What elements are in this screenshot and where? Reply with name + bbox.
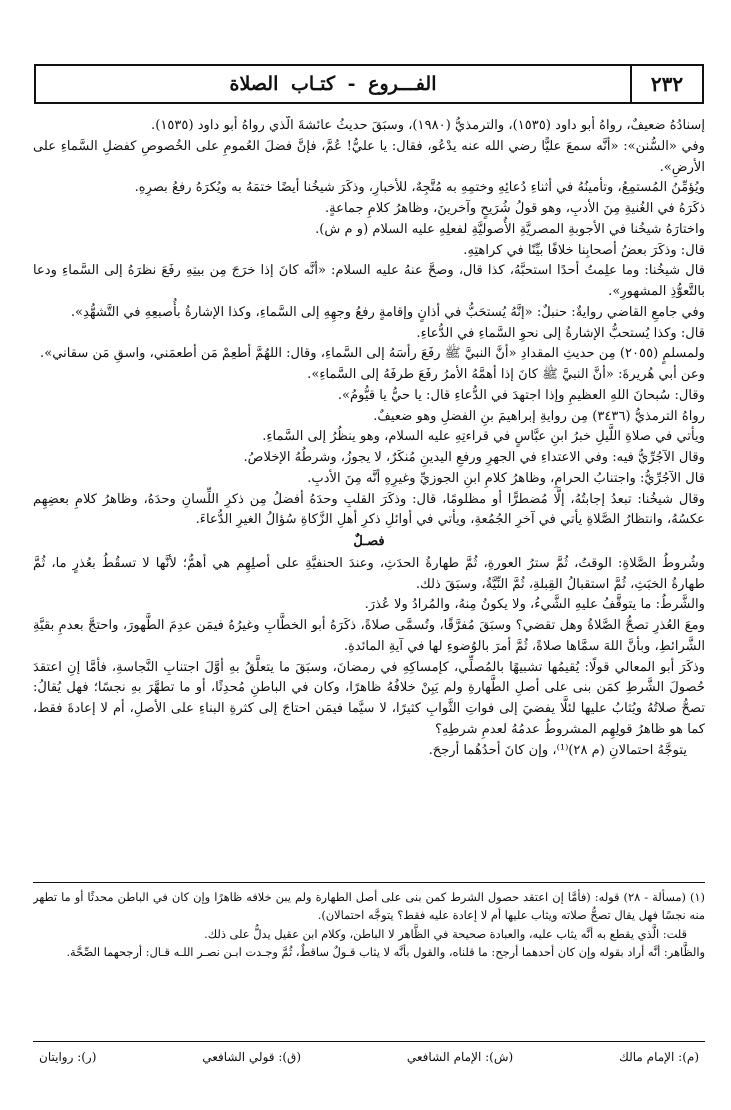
paragraph: ولمسلمٍ (٢٠٥٥) مِن حديثِ المقدادِ «أنَّ النبيَّ ﷺ رفَعَ رأسَهُ إلى السَّماءِ، وقال: اللهُمَّ أطعِمْ مَن أطعمَني، واسقِ مَن سقاني». xyxy=(40,346,705,362)
abbreviation-legend xyxy=(33,1046,705,1068)
page-number: ٢٣٢ xyxy=(630,66,702,102)
footnote-paragraph: (١) (مسألة - ٢٨) قوله: (فأمَّا إن اعتقد حصول الشرط كمن بنى على أصل الطهارة ولم يبن خلافه ظاهرًا وإن كان في الباطن محدثًا أو ما تطهر منه نجسًا فهل يقال تصحُّ صلاته ويثاب عليها أم لا إعادة عليه فقط؟ يتوجَّه احتمالان). xyxy=(33,890,705,923)
paragraph: وعن أبي هُريرةَ: «أنَّ النبيَّ ﷺ كانَ إذا أهمَّهُ الأمرُ رفَعَ طرفَهُ إلى السَّماءِ». xyxy=(307,367,705,382)
paragraph: ويُؤمِّنُ المُستمِعُ، وتأمينُهُ في أثناءِ دُعائِهِ وختمِهِ به مُتَّجِهٌ، للأخبارِ، وذكَرَ شيخُنا أيضًا ختمَهُ به ويُكرَهُ رفعُ بصرِهِ. xyxy=(134,180,705,196)
running-title: الفـــروع - كتـاب الصلاة xyxy=(229,73,437,95)
paragraph: وقال الآجُرِّيُّ فيه: وفي الاعتداءِ في الجهرِ ورفعِ اليدينِ مُنكَرٌ، لا يجوزُ، وشرطُهُ الإخلاصُ. xyxy=(243,450,705,465)
page-header xyxy=(34,64,704,104)
footnote-paragraph: قلت: الَّذي يقطع به أنَّه يثاب عليه، والعبادة صحيحة في الظَّاهر لا الباطن، وكلام ابن عقيل يدلُّ على ذلك. xyxy=(204,926,687,941)
paragraph: وقال شيخُنا: تبعدُ إجابتُهُ، إلَّا مُضطرًّا أو مظلومًا، قال: وذكَرَ القلبِ وحدَهُ أفضلُ مِن ذكرِ اللِّسانِ وحدَهُ، وظاهرُ كلامِ بعضِهِم عكسُهُ، وانتظارُ الصَّلاةِ يأتي في آخرِ الجُمُعةِ، ويأتي في أوائلِ ذكرِ أهلِ الزَّكاةِ سُؤالُ الغيرِ الدُّعاءَ. xyxy=(33,491,705,528)
paragraph: والشَّرطُ: ما يتوقَّفُ عليهِ الشَّيءُ، ولا يكونُ مِنهُ، والمُرادُ ولا عُذرَ. xyxy=(364,597,705,613)
main-text xyxy=(33,116,705,876)
footnotes xyxy=(33,888,705,1032)
paragraph: قال: وذكَرَ بعضُ أصحابِنا خلافًا بيِّنًا في كراهتِهِ. xyxy=(463,242,705,258)
paragraph: واختارَهُ شيخُنا في الأجوبةِ المصريَّةِ الأُصوليَّةِ لفعلِهِ عليه السلام (و م ش). xyxy=(315,221,705,237)
paragraph: وقال: سُبحانَ اللهِ العظيمِ وإذا اجتهدَ في الدُّعاءِ قال: يا حيُّ يا قيُّومُ». xyxy=(337,387,705,403)
footnote-paragraph: والظَّاهر: أنَّه أراد بقوله وإن كان أحدهما أرجح: ما قلناه، والقول بأنَّه لا يثاب قـولٌ ساقطٌ، ثُمَّ وجـدت ابـن نصـر اللـه قـال: أرجحهما الصِّحَّة. xyxy=(66,945,705,960)
paragraph: وفي جامعِ القاضي روايةٌ: حنبلٌ: «إنَّهُ يُستحَبُّ في أذانٍ وإقامةٍ رفعُ وجهِهِ إلى السَّماءِ، وكذا الإشارةُ بأُصبعِهِ في التَّشهُّدِ». xyxy=(70,304,705,320)
paragraph: رواهُ الترمذيُّ (٣٤٣٦) مِن روايةِ إبراهيمَ بنِ الفضلِ وهو ضعيفٌ. xyxy=(373,408,705,424)
paragraph: ومعَ العُذرِ تصحُّ الصَّلاةُ وهل تقضي؟ وسبَقَ مُفرَّقًا، وتُسمَّى صلاةً، ذكَرَهُ أبو الخطَّابِ وغيرُهُ فيمَن عدِمَ الطَّهورَ، واحتجَّ بعدمِ بقيَّةِ الشَّرائطِ، وبأنَّ اللهَ سمَّاها صلاةً، ثُمَّ أمرَ بالوُضوءِ لها في آيةِ المائدةِ. xyxy=(33,618,705,654)
paragraph: وشُروطُ الصَّلاةِ: الوقتُ، ثُمَّ سترُ العورةِ، ثُمَّ طهارةُ الحدَثِ، وعندَ الحنفيَّةِ على أصلِهِم هي أهمُّ؛ لأنَّها لا تسقُطُ بعُذرٍ ما، ثُمَّ طهارةُ الخبَثِ، ثُمَّ استقبالُ القِبلةِ، ثُمَّ النِّيَّةُ، وسبَقَ ذلك. xyxy=(33,555,705,592)
paragraph: يتوجَّهُ احتمالانِ (م ٢٨)⁽¹⁾، وإن كانَ أحدُهُما أرجحَ. xyxy=(428,742,687,758)
paragraph: قال الآجُرِّيُّ: واجتنابُ الحرامِ، وظاهرُ كلامِ ابنِ الجوزيِّ وغيرِهِ أنَّه مِنَ الأدبِ. xyxy=(307,470,705,486)
paragraph: ذكَرَهُ في الغُنيةِ مِنَ الأدبِ، وهو قولُ شُرَيحٍ وآخرينَ، وظاهرُ كلامِ جماعةٍ. xyxy=(324,201,705,216)
legend-item: (م): الإمام مالك xyxy=(618,1050,699,1064)
section-heading: فصـلٌ xyxy=(353,534,385,549)
paragraph: قال شيخُنا: وما علِمتُ أحدًا استحبَّهُ، كذا قال، وصحَّ عنهُ عليه السلام: «أنَّه كانَ إذا خرَجَ مِن بيتِهِ رفَعَ نظرَهُ إلى السَّماءِ ودعا بالتَّعوُّذِ المشهورِ». xyxy=(33,263,705,299)
paragraph: قال: وكذا يُستحبُّ الإشارةُ إلى نحوِ السَّماءِ في الدُّعاءِ. xyxy=(416,325,705,341)
legend-divider xyxy=(33,1041,705,1042)
footnote-divider xyxy=(33,882,705,883)
paragraph: إسنادُهُ ضعيفٌ، رواهُ أبو داود (١٥٣٥)، والترمذيُّ (١٩٨٠)، وسبَقَ حديثُ عائشةَ الَّذي رواهُ أبو داود (١٥٣٥). xyxy=(151,118,705,133)
paragraph: وفي «السُّنن»: «أنَّه سمعَ عليًّا رضي الله عنه يدْعُو، فقال: يا عليُّ! عُمَّ، فإنَّ فضلَ العُمومِ على الخُصوصِ كفضلِ السَّماءِ على الأرضِ». xyxy=(33,138,705,175)
legend-item: (ش): الإمام الشافعي xyxy=(406,1050,514,1064)
legend-item: (ق): قولي الشافعي xyxy=(202,1050,302,1064)
legend-item: (ر): روايتان xyxy=(39,1050,97,1064)
paragraph: وذكَرَ أبو المعالي قولًا: يُقيمُها تشبيهًا بالمُصلِّي، كإمساكِهِ في رمضانَ، وسبَقَ ما يتعلَّقُ بهِ أوَّلَ اجتنابِ النَّجاسةِ، فأمَّا إنِ اعتقدَ حُصولَ الشَّرطِ كمَن بنى على أصلِ الطَّهارةِ ولم يَبِنْ خلافُهُ ظاهرًا، وكان في الباطنِ مُحدِثًا، أو ما تطهَّرَ بهِ نجسًا؛ فهل يُقالُ: تصحُّ صلاتُهُ ويُثابُ عليها لئلَّا يفضيَ إلى فواتِ الثَّوابِ كثيرًا، لا سيَّما فيمَن احتاجَ إلى كثرةِ البناءِ على الأصلِ، أم لا إعادةَ فقط، كما هو ظاهرُ قولِهِم المشروطُ عدمُهُ لعدمِ شرطِهِ؟ xyxy=(33,659,705,737)
paragraph: ويأتي في صلاةِ اللَّيلِ خبرُ ابنِ عبَّاسٍ في قراءتِهِ عليه السلام، وهو ينظُرُ إلى السَّماءِ. xyxy=(262,429,705,445)
